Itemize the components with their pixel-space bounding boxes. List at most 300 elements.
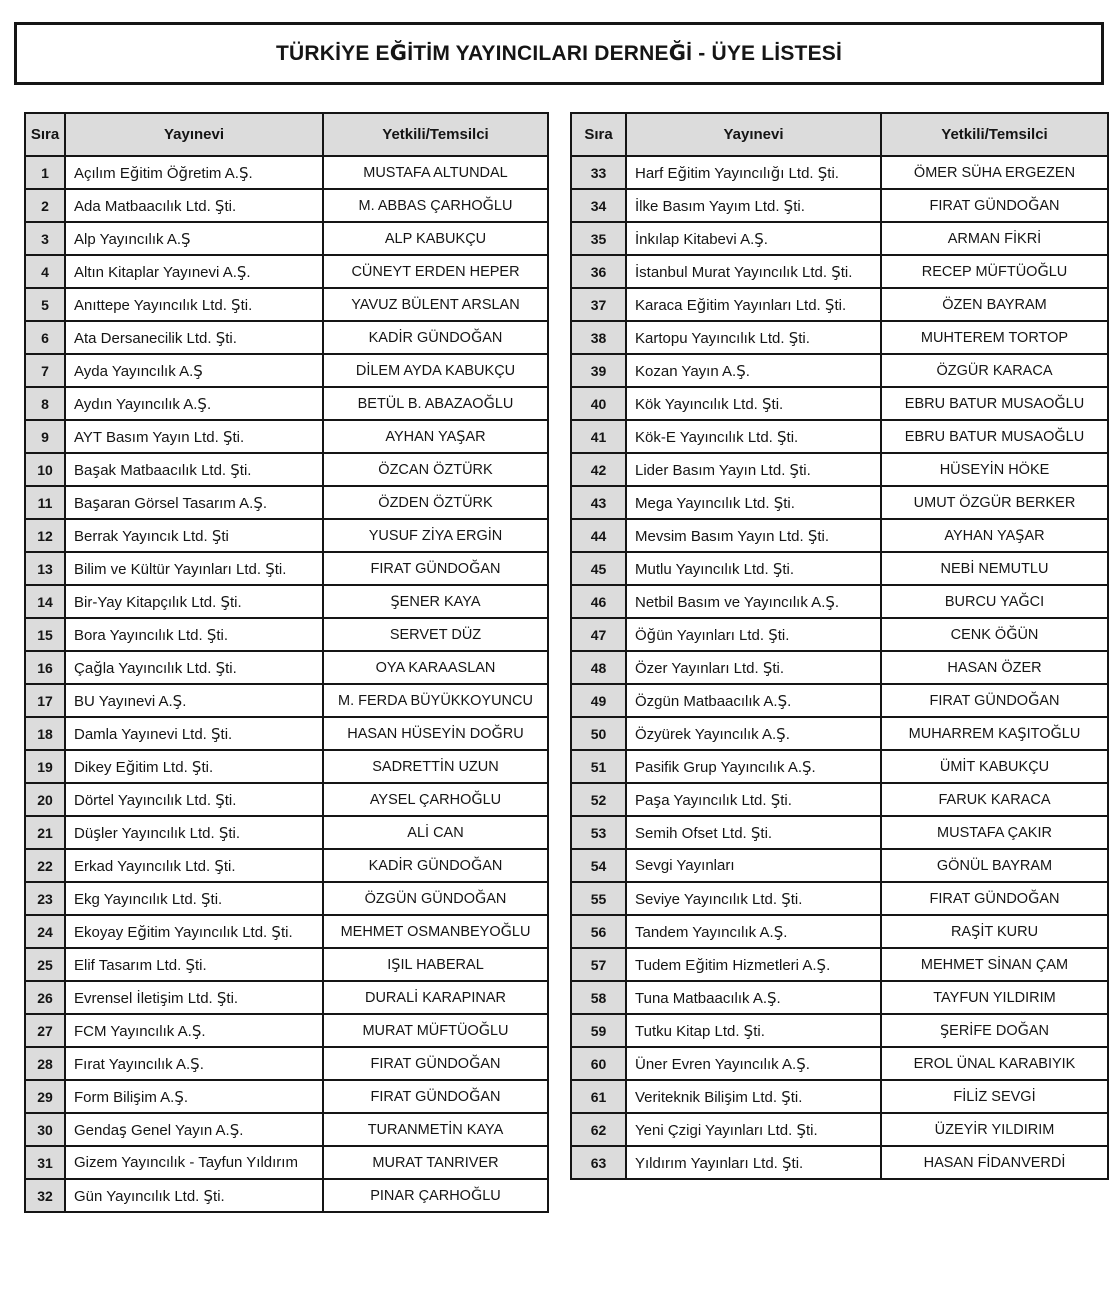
substituted-glyph: Ğ — [1018, 593, 1030, 610]
representative-cell: FIRAT GÜNDOĞAN — [323, 1080, 548, 1113]
row-number-cell: 1 — [25, 156, 65, 189]
substituted-glyph: ğ — [770, 163, 781, 182]
table-row — [25, 453, 548, 486]
row-number-cell: 60 — [571, 1047, 626, 1080]
substituted-glyph: Ş — [197, 394, 207, 413]
publisher-cell: Öğün Yayınları Ltd. Şti. — [626, 618, 881, 651]
row-number-cell: 40 — [571, 387, 626, 420]
substituted-glyph: Ş — [236, 262, 247, 281]
row-number-cell: 35 — [571, 222, 626, 255]
publisher-cell: Dörtel Yayıncılık Ltd. Şti. — [65, 783, 323, 816]
substituted-glyph: Ş — [211, 724, 221, 743]
publisher-cell: Çağla Yayıncılık Ltd. Şti. — [65, 651, 323, 684]
substituted-glyph: Ş — [253, 493, 263, 512]
publisher-cell: Kök-E Yayıncılık Ltd. Şti. — [626, 420, 881, 453]
substituted-glyph: Ş — [796, 1054, 806, 1073]
publisher-cell: Karaca Eğitim Yayınları Ltd. Şti. — [626, 288, 881, 321]
table-row — [25, 222, 548, 255]
representative-cell: MUHTEREM TORTOP — [881, 321, 1108, 354]
representative-cell: KADİR GÜNDOĞAN — [323, 321, 548, 354]
representative-cell: TURANMETİN KAYA — [323, 1113, 548, 1146]
row-number-cell: 45 — [571, 552, 626, 585]
publisher-cell: Gendaş Genel Yayın A.Ş. — [65, 1113, 323, 1146]
substituted-glyph: Ş — [750, 823, 761, 842]
row-number-cell: 42 — [571, 453, 626, 486]
table-row — [25, 981, 548, 1014]
substituted-glyph: Ş — [777, 427, 787, 446]
representative-cell: AYHAN YAŞAR — [881, 519, 1108, 552]
publisher-cell: Netbil Basım ve Yayıncılık A.Ş. — [626, 585, 881, 618]
row-number-cell: 57 — [571, 948, 626, 981]
publisher-cell: Ata Dersanecilik Ltd. Şti. — [65, 321, 323, 354]
row-number-cell: 32 — [25, 1179, 65, 1212]
representative-cell: MUHARREM KAŞITOĞLU — [881, 717, 1108, 750]
publisher-cell: Bir-Yay Kitapçılık Ltd. Şti. — [65, 585, 323, 618]
header-row — [25, 113, 548, 156]
row-number-cell: 21 — [25, 816, 65, 849]
table-row — [571, 156, 1108, 189]
publisher-cell: Özer Yayınları Ltd. Şti. — [626, 651, 881, 684]
table-header-left — [25, 113, 548, 156]
row-number-cell: 41 — [571, 420, 626, 453]
publisher-cell: Sevgi Yayınları — [626, 849, 881, 882]
substituted-glyph: Ş — [193, 361, 203, 380]
substituted-glyph: Ş — [190, 1054, 200, 1073]
publisher-cell: Dikey Eğitim Ltd. Şti. — [65, 750, 323, 783]
table-row — [25, 1179, 548, 1212]
publisher-cell: Alp Yayıncılık A.Ş — [65, 222, 323, 255]
substituted-glyph: Ğ — [483, 395, 495, 412]
substituted-glyph: Ş — [807, 526, 818, 545]
representative-cell: ÜZEYİR YILDIRIM — [881, 1113, 1108, 1146]
row-number-cell: 47 — [571, 618, 626, 651]
publisher-cell: Ekoyay Eğitim Yayıncılık Ltd. Şti. — [65, 915, 323, 948]
publisher-cell: Başak Matbaacılık Ltd. Şti. — [65, 453, 323, 486]
substituted-glyph: Ğ — [1054, 428, 1066, 445]
substituted-glyph: Ş — [817, 163, 828, 182]
substituted-glyph: Ş — [203, 1186, 214, 1205]
representative-cell: SERVET DÜZ — [323, 618, 548, 651]
table-row — [25, 354, 548, 387]
row-number-cell: 2 — [25, 189, 65, 222]
representative-cell: MEHMET SİNAN ÇAM — [881, 948, 1108, 981]
representative-cell: OYA KARAASLAN — [323, 651, 548, 684]
table-row — [25, 486, 548, 519]
row-number-cell: 23 — [25, 882, 65, 915]
row-number-cell: 11 — [25, 486, 65, 519]
substituted-glyph: Ş — [773, 922, 784, 941]
table-row — [25, 255, 548, 288]
row-number-cell: 39 — [571, 354, 626, 387]
representative-cell: EBRU BATUR MUSAOĞLU — [881, 420, 1108, 453]
substituted-glyph: Ş — [782, 1153, 792, 1172]
table-row — [25, 717, 548, 750]
substituted-glyph: Ğ — [1054, 395, 1066, 412]
table-row — [571, 387, 1108, 420]
substituted-glyph: Ş — [230, 460, 240, 479]
row-number-cell: 50 — [571, 717, 626, 750]
row-number-cell: 33 — [571, 156, 626, 189]
table-row — [25, 288, 548, 321]
substituted-glyph: ş — [119, 1120, 127, 1139]
table-row — [25, 948, 548, 981]
table-row — [571, 519, 1108, 552]
publisher-cell: Berrak Yayıncık Ltd. Şti — [65, 519, 323, 552]
representative-cell: AYSEL ÇARHOĞLU — [323, 783, 548, 816]
representative-cell: MURAT TANRIVER — [323, 1146, 548, 1179]
row-number-cell: 52 — [571, 783, 626, 816]
representative-cell: ÖZGÜR KARACA — [881, 354, 1108, 387]
substituted-glyph: Ş — [191, 1021, 202, 1040]
representative-cell: FIRAT GÜNDOĞAN — [323, 1047, 548, 1080]
substituted-glyph: Ş — [783, 196, 794, 215]
table-row — [25, 420, 548, 453]
row-number-cell: 44 — [571, 519, 626, 552]
substituted-glyph: ş — [133, 1087, 141, 1106]
row-number-cell: 49 — [571, 684, 626, 717]
representative-cell: SADRETTİN UZUN — [323, 750, 548, 783]
substituted-glyph: Ş — [768, 625, 778, 644]
substituted-glyph: Ğ — [500, 923, 512, 940]
substituted-glyph: Ş — [206, 625, 217, 644]
representative-cell: ÖZDEN ÖZTÜRK — [323, 486, 548, 519]
publisher-cell: Yıldırım Yayınları Ltd. Şti. — [626, 1146, 881, 1179]
table-row — [25, 651, 548, 684]
substituted-glyph: ğ — [93, 658, 103, 677]
substituted-glyph: Ğ — [469, 1088, 481, 1105]
substituted-glyph: Ğ — [482, 197, 494, 214]
row-number-cell: 20 — [25, 783, 65, 816]
representative-cell: RAŞİT KURU — [881, 915, 1108, 948]
table-row — [25, 519, 548, 552]
representative-cell: ÜMİT KABUKÇU — [881, 750, 1108, 783]
representative-cell: FIRAT GÜNDOĞAN — [881, 882, 1108, 915]
publisher-cell: Üner Evren Yayıncılık A.Ş. — [626, 1047, 881, 1080]
representative-cell: CÜNEYT ERDEN HEPER — [323, 255, 548, 288]
column-header-yetkili: Yetkili/Temsilci — [323, 113, 548, 156]
substituted-glyph: Ğ — [1028, 692, 1040, 709]
table-row — [25, 783, 548, 816]
substituted-glyph: Ş — [939, 1022, 950, 1039]
substituted-glyph: Ğ — [478, 1022, 490, 1039]
row-number-cell: 55 — [571, 882, 626, 915]
publisher-cell: Semih Ofset Ltd. Şti. — [626, 816, 881, 849]
table-row — [25, 750, 548, 783]
table-body-right — [571, 156, 1108, 1179]
substituted-glyph: Ş — [762, 394, 772, 413]
representative-cell: M. ABBAS ÇARHOĞLU — [323, 189, 548, 222]
table-row — [25, 1113, 548, 1146]
substituted-glyph: ğ — [696, 295, 707, 314]
table-row — [25, 915, 548, 948]
publisher-cell: Lider Basım Yayın Ltd. Şti. — [626, 453, 881, 486]
substituted-glyph: Ğ — [1028, 890, 1040, 907]
publisher-cell: Tudem Eğitim Hizmetleri A.Ş. — [626, 948, 881, 981]
substituted-glyph: Ş — [754, 229, 764, 248]
representative-cell: MURAT MÜFTÜOĞLU — [323, 1014, 548, 1047]
table-row — [25, 552, 548, 585]
publisher-cell: FCM Yayıncılık A.Ş. — [65, 1014, 323, 1047]
substituted-glyph: Ğ — [389, 41, 408, 65]
table-row — [571, 255, 1108, 288]
table-row — [25, 1080, 548, 1113]
publisher-cell: Açılım Eğitim Öğretim A.Ş. — [65, 156, 323, 189]
substituted-glyph: ğ — [646, 625, 657, 644]
table-row — [571, 354, 1108, 387]
representative-cell: TAYFUN YILDIRIM — [881, 981, 1108, 1014]
row-number-cell: 4 — [25, 255, 65, 288]
row-number-cell: 3 — [25, 222, 65, 255]
table-body-left — [25, 156, 548, 1212]
substituted-glyph: Ş — [816, 955, 827, 974]
table-row — [25, 585, 548, 618]
row-number-cell: 14 — [25, 585, 65, 618]
substituted-glyph: Ğ — [1006, 626, 1018, 643]
substituted-glyph: Ş — [215, 790, 225, 809]
substituted-glyph: Ş — [788, 328, 799, 347]
table-row — [571, 1113, 1108, 1146]
table-row — [571, 585, 1108, 618]
representative-cell: MEHMET OSMANBEYOĞLU — [323, 915, 548, 948]
representative-cell: DİLEM AYDA KABUKÇU — [323, 354, 548, 387]
publisher-cell: Ekg Yayıncılık Ltd. Şti. — [65, 882, 323, 915]
substituted-glyph: Ş — [736, 361, 746, 380]
substituted-glyph: ğ — [677, 163, 688, 182]
substituted-glyph: ş — [92, 493, 101, 512]
table-row — [571, 420, 1108, 453]
substituted-glyph: Ğ — [474, 890, 487, 907]
row-number-cell: 59 — [571, 1014, 626, 1047]
table-row — [571, 717, 1108, 750]
table-row — [571, 1014, 1108, 1047]
publisher-cell: Bora Yayıncılık Ltd. Şti. — [65, 618, 323, 651]
substituted-glyph: Ş — [1015, 527, 1025, 544]
column-header-sira: Sıra — [571, 113, 626, 156]
column-header-yetkili: Yetkili/Temsilci — [881, 113, 1108, 156]
representative-cell: ŞENER KAYA — [323, 585, 548, 618]
substituted-glyph: Ğ — [1037, 263, 1049, 280]
substituted-glyph: ş — [653, 790, 662, 809]
representative-cell: NEBİ NEMUTLU — [881, 552, 1108, 585]
substituted-glyph: Ş — [770, 790, 781, 809]
row-number-cell: 27 — [25, 1014, 65, 1047]
table-row — [25, 1014, 548, 1047]
substituted-glyph: Ş — [781, 889, 791, 908]
table-row — [571, 816, 1108, 849]
publisher-cell: Özyürek Yayıncılık A.Ş. — [626, 717, 881, 750]
representative-cell: CENK ÖĞÜN — [881, 618, 1108, 651]
substituted-glyph: Ş — [831, 262, 841, 281]
row-number-cell: 31 — [25, 1146, 65, 1179]
representative-cell: YUSUF ZİYA ERGİN — [323, 519, 548, 552]
substituted-glyph: Ş — [971, 923, 981, 940]
publisher-cell: Kozan Yayın A.Ş. — [626, 354, 881, 387]
publisher-cell: Gizem Yayıncılık - Tayfun Yıldırım — [65, 1146, 323, 1179]
row-number-cell: 18 — [25, 717, 65, 750]
row-number-cell: 29 — [25, 1080, 65, 1113]
table-row — [571, 750, 1108, 783]
table-row — [571, 882, 1108, 915]
representative-cell: BURCU YAĞCI — [881, 585, 1108, 618]
row-number-cell: 15 — [25, 618, 65, 651]
substituted-glyph: ş — [93, 823, 102, 842]
substituted-glyph: Ş — [390, 593, 400, 610]
table-row — [25, 387, 548, 420]
publisher-cell: Mega Yayıncılık Ltd. Şti. — [626, 486, 881, 519]
publisher-cell: Anıttepe Yayıncılık Ltd. Şti. — [65, 288, 323, 321]
representative-cell: KADİR GÜNDOĞAN — [323, 849, 548, 882]
column-header-yayinevi: Yayınevi — [65, 113, 323, 156]
representative-cell: YAVUZ BÜLENT ARSLAN — [323, 288, 548, 321]
publisher-cell: İstanbul Murat Yayıncılık Ltd. Şti. — [626, 255, 881, 288]
publisher-cell: Özgün Matbaacılık A.Ş. — [626, 684, 881, 717]
representative-cell: MUSTAFA ÇAKIR — [881, 816, 1108, 849]
publisher-cell: Altın Kitaplar Yayınevi A.Ş. — [65, 255, 323, 288]
substituted-glyph: Ş — [174, 1087, 184, 1106]
row-number-cell: 26 — [25, 981, 65, 1014]
table-row — [25, 156, 548, 189]
table-row — [571, 552, 1108, 585]
table-row — [571, 981, 1108, 1014]
table-row — [571, 288, 1108, 321]
row-number-cell: 5 — [25, 288, 65, 321]
publisher-cell: Veriteknik Bilişim Ltd. Şti. — [626, 1080, 881, 1113]
table-row — [25, 321, 548, 354]
publisher-cell: Mutlu Yayıncılık Ltd. Şti. — [626, 552, 881, 585]
representative-cell: EROL ÜNAL KARABIYIK — [881, 1047, 1108, 1080]
table-row — [25, 618, 548, 651]
publisher-cell: Ada Matbaacılık Ltd. Şti. — [65, 189, 323, 222]
row-number-cell: 30 — [25, 1113, 65, 1146]
page-title: TÜRKİYE EĞİTİM YAYINCILARI DERNEĞİ - ÜYE LİSTESİ — [275, 41, 843, 65]
row-number-cell: 7 — [25, 354, 65, 387]
substituted-glyph: ğ — [137, 922, 147, 941]
row-number-cell: 24 — [25, 915, 65, 948]
table-row — [571, 849, 1108, 882]
substituted-glyph: Ş — [743, 1021, 754, 1040]
substituted-glyph: Ş — [772, 559, 783, 578]
substituted-glyph: Ş — [191, 757, 202, 776]
representative-cell: ALİ CAN — [323, 816, 548, 849]
publisher-cell: Erkad Yayıncılık Ltd. Şti. — [65, 849, 323, 882]
publisher-cell: Tutku Kitap Ltd. Şti. — [626, 1014, 881, 1047]
representative-cell: ŞERİFE DOĞAN — [881, 1014, 1108, 1047]
table-row — [571, 948, 1108, 981]
publisher-cell: Seviye Yayıncılık Ltd. Şti. — [626, 882, 881, 915]
publisher-cell: Tuna Matbaacılık A.Ş. — [626, 981, 881, 1014]
substituted-glyph: Ş — [391, 956, 401, 973]
substituted-glyph: Ğ — [668, 41, 687, 65]
publisher-cell: İnkılap Kitabevi A.Ş. — [626, 222, 881, 255]
representative-cell: DURALİ KARAPINAR — [323, 981, 548, 1014]
publisher-cell: BU Yayınevi A.Ş. — [65, 684, 323, 717]
publisher-cell: Kartopu Yayıncılık Ltd. Şti. — [626, 321, 881, 354]
substituted-glyph: Ş — [216, 988, 227, 1007]
substituted-glyph: Ş — [265, 559, 275, 578]
publisher-cell: Evrensel İletişim Ltd. Şti. — [65, 981, 323, 1014]
representative-cell: IŞIL HABERAL — [323, 948, 548, 981]
table-row — [571, 684, 1108, 717]
table-row — [25, 684, 548, 717]
publisher-cell: Tandem Yayıncılık A.Ş. — [626, 915, 881, 948]
representative-cell: MUSTAFA ALTUNDAL — [323, 156, 548, 189]
table-row — [571, 618, 1108, 651]
publisher-cell: Gün Yayıncılık Ltd. Şti. — [65, 1179, 323, 1212]
representative-cell: HASAN ÖZER — [881, 651, 1108, 684]
table-row — [571, 321, 1108, 354]
row-number-cell: 56 — [571, 915, 626, 948]
table-row — [25, 816, 548, 849]
representative-cell: FİLİZ SEVGİ — [881, 1080, 1108, 1113]
substituted-glyph: Ş — [773, 493, 784, 512]
substituted-glyph: Ş — [222, 427, 233, 446]
representative-cell: GÖNÜL BAYRAM — [881, 849, 1108, 882]
row-number-cell: 13 — [25, 552, 65, 585]
substituted-glyph: ğ — [125, 757, 136, 776]
substituted-glyph: Ş — [238, 163, 249, 182]
representative-cell: HASAN FİDANVERDİ — [881, 1146, 1108, 1179]
row-number-cell: 16 — [25, 651, 65, 684]
representative-cell: ARMAN FİKRİ — [881, 222, 1108, 255]
representative-cell: FIRAT GÜNDOĞAN — [323, 552, 548, 585]
substituted-glyph: Ğ — [470, 857, 483, 874]
row-number-cell: 51 — [571, 750, 626, 783]
substituted-glyph: Ğ — [491, 725, 503, 742]
representative-cell: ÖZCAN ÖZTÜRK — [323, 453, 548, 486]
table-row — [25, 1047, 548, 1080]
substituted-glyph: Ş — [781, 1087, 791, 1106]
row-number-cell: 10 — [25, 453, 65, 486]
row-number-cell: 22 — [25, 849, 65, 882]
substituted-glyph: Ğ — [1050, 725, 1062, 742]
publisher-cell: Fırat Yayıncılık A.Ş. — [65, 1047, 323, 1080]
substituted-glyph: Ş — [215, 658, 226, 677]
header-row — [571, 113, 1108, 156]
row-number-cell: 28 — [25, 1047, 65, 1080]
table-row — [571, 783, 1108, 816]
substituted-glyph: Ş — [789, 460, 800, 479]
substituted-glyph: Ğ — [470, 329, 483, 346]
table-row — [571, 1080, 1108, 1113]
row-number-cell: 17 — [25, 684, 65, 717]
substituted-glyph: Ş — [218, 823, 229, 842]
substituted-glyph: Ş — [172, 691, 183, 710]
substituted-glyph: Ş — [271, 922, 281, 941]
publisher-cell: Başaran Görsel Tasarım A.Ş. — [65, 486, 323, 519]
representative-cell: ÖZGÜN GÜNDOĞAN — [323, 882, 548, 915]
publisher-cell: Mevsim Basım Yayın Ltd. Şti. — [626, 519, 881, 552]
row-number-cell: 6 — [25, 321, 65, 354]
table-row — [25, 1146, 548, 1179]
row-number-cell: 19 — [25, 750, 65, 783]
publisher-cell: Pasifik Grup Yayıncılık A.Ş. — [626, 750, 881, 783]
row-number-cell: 9 — [25, 420, 65, 453]
substituted-glyph: Ş — [220, 592, 230, 611]
publisher-cell: Yeni Çzigi Yayınları Ltd. Şti. — [626, 1113, 881, 1146]
row-number-cell: 12 — [25, 519, 65, 552]
table-row — [571, 189, 1108, 222]
row-number-cell: 36 — [571, 255, 626, 288]
substituted-glyph: Ş — [1017, 725, 1027, 742]
substituted-glyph: Ş — [767, 988, 777, 1007]
substituted-glyph: ğ — [178, 163, 189, 182]
representative-cell: FIRAT GÜNDOĞAN — [881, 684, 1108, 717]
publisher-cell: Ayda Yayıncılık A.Ş — [65, 354, 323, 387]
table-row — [571, 222, 1108, 255]
representative-cell: HASAN HÜSEYİN DOĞRU — [323, 717, 548, 750]
row-number-cell: 53 — [571, 816, 626, 849]
publisher-cell: Elif Tasarım Ltd. Şti. — [65, 948, 323, 981]
